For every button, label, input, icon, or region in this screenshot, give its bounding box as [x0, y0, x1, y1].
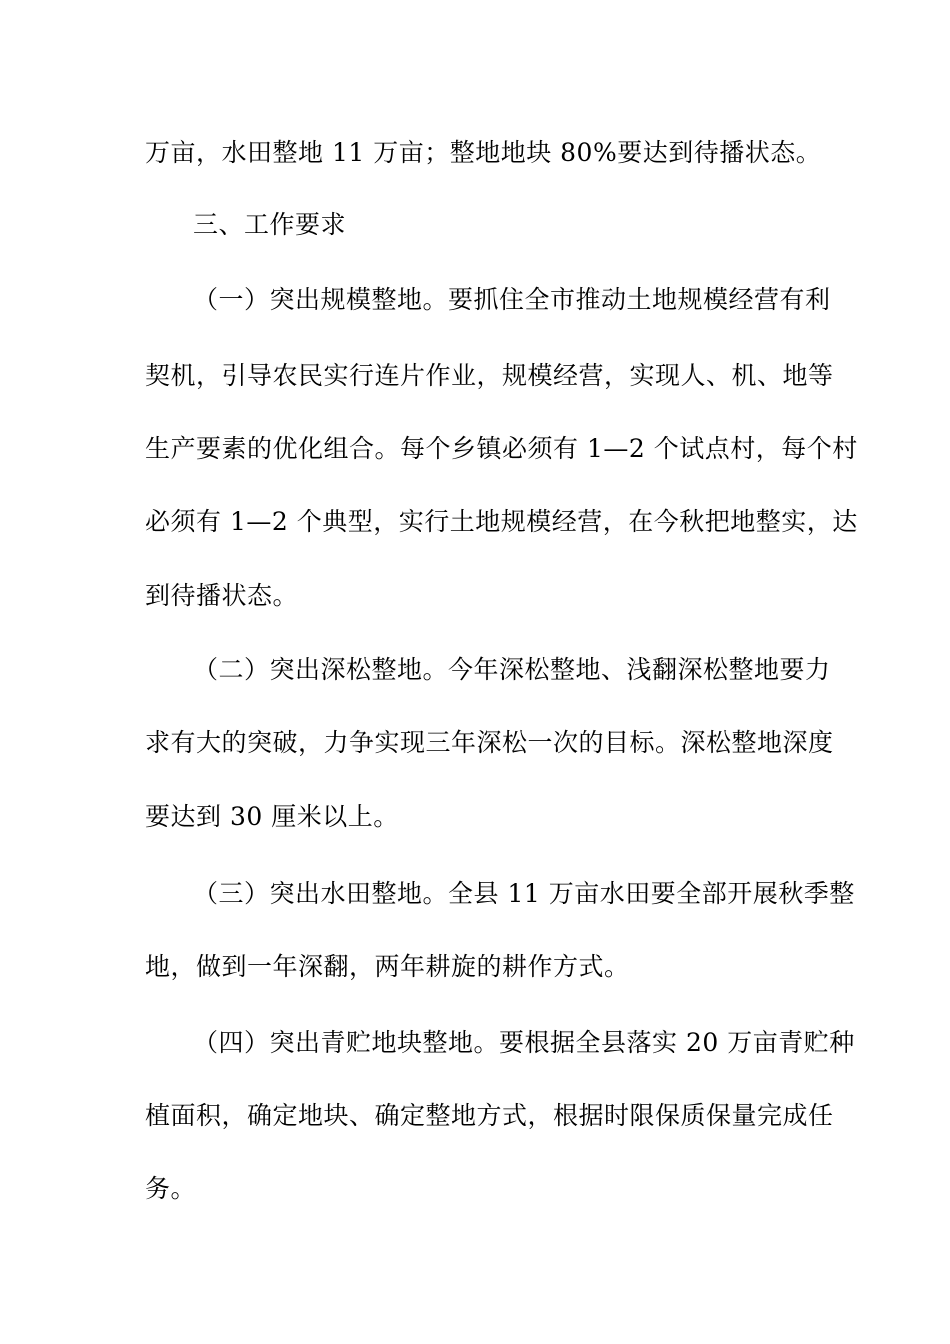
paragraph-line: 地，做到一年深翻，两年耕旋的耕作方式。 — [145, 952, 630, 981]
paragraph-line: （三）突出水田整地。全县 11 万亩水田要全部开展秋季整 — [193, 879, 855, 908]
paragraph-line: 务。 — [145, 1174, 197, 1203]
section-heading: 三、工作要求 — [193, 210, 347, 239]
paragraph-line: 要达到 30 厘米以上。 — [145, 802, 399, 831]
paragraph-line: （二）突出深松整地。今年深松整地、浅翻深松整地要力 — [193, 655, 831, 684]
paragraph-line: 必须有 1—2 个典型，实行土地规模经营，在今秋把地整实，达 — [145, 507, 858, 536]
paragraph-line: 万亩，水田整地 11 万亩；整地地块 80%要达到待播状态。 — [145, 138, 822, 167]
paragraph-line: 到待播状态。 — [145, 581, 299, 610]
paragraph-line: 求有大的突破，力争实现三年深松一次的目标。深松整地深度 — [145, 728, 834, 757]
paragraph-line: （四）突出青贮地块整地。要根据全县落实 20 万亩青贮种 — [193, 1028, 855, 1057]
paragraph-line: 契机，引导农民实行连片作业，规模经营，实现人、机、地等 — [145, 361, 834, 390]
paragraph-line: （一）突出规模整地。要抓住全市推动土地规模经营有利 — [193, 285, 831, 314]
paragraph-line: 生产要素的优化组合。每个乡镇必须有 1—2 个试点村，每个村 — [145, 434, 858, 463]
paragraph-line: 植面积，确定地块、确定整地方式，根据时限保质保量完成任 — [145, 1101, 834, 1130]
